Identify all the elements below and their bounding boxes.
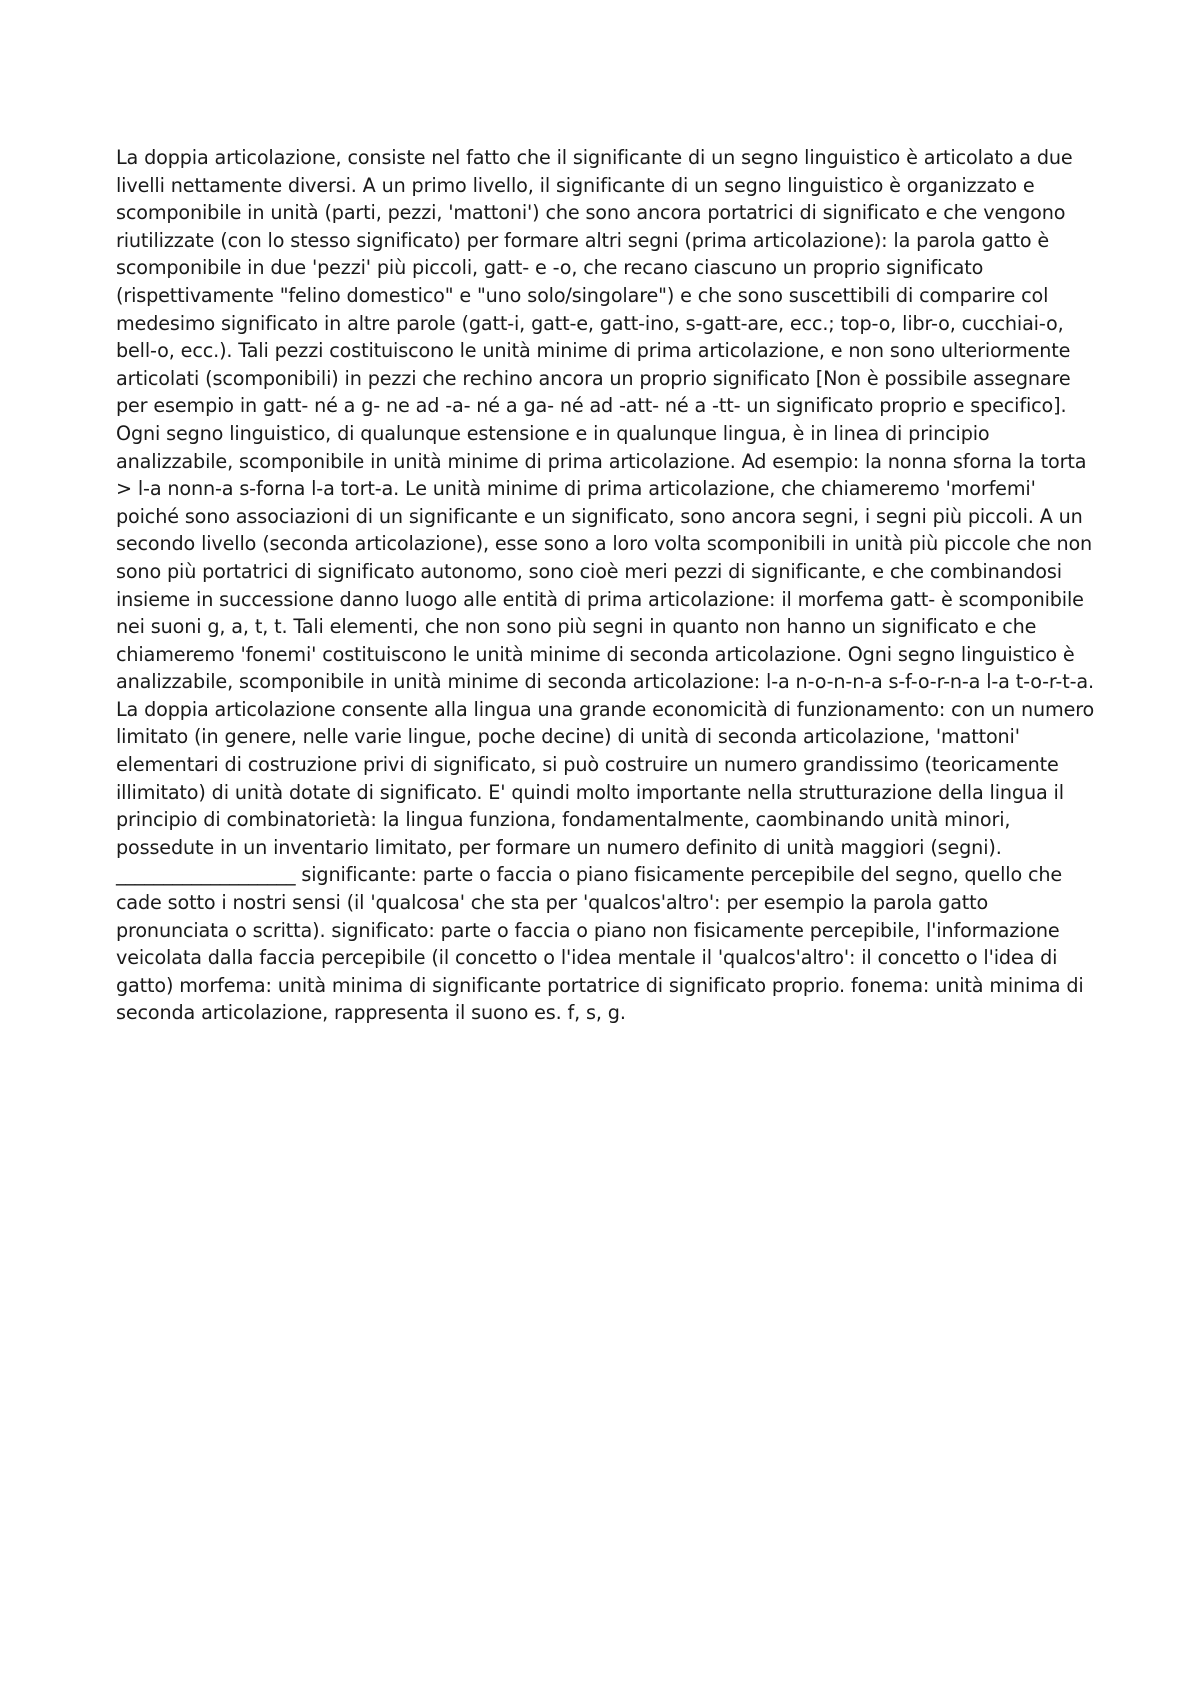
document-body-text: La doppia articolazione, consiste nel fatto che il significante di un segno linguistico è articolato a due livelli nettamente diversi. A un primo livello, il significante di un segno linguistico è organizzato e scomponibile in unità (parti, pezzi, 'mattoni') che sono ancora portatrici di significato e che vengono riutilizzate (con lo stesso significato) per formare altri segni (prima articolazione): la parola gatto è scomponibile in due 'pezzi' più piccoli, gatt- e -o, che recano ciascuno un proprio significato (rispettivamente "felino domestico" e "uno solo/singolare") e che sono suscettibili di comparire col medesimo significato in altre parole (gatt-i, gatt-e, gatt-ino, s-gatt-are, ecc.; top-o, libr-o, cucchiai-o, bell-o, ecc.). Tali pezzi costituiscono le unità minime di prima articolazione, e non sono ulteriormente articolati (scomponibili) in pezzi che rechino ancora un proprio significato [Non è possibile assegnare per esempio in gatt- né a g- ne ad -a- né a ga- né ad -att- né a -tt- un significato proprio e specifico]. Ogni segno linguistico, di qualunque estensione e in qualunque lingua, è in linea di principio analizzabile, scomponibile in unità minime di prima articolazione. Ad esempio: la nonna sforna la torta > l-a nonn-a s-forna l-a tort-a. Le unità minime di prima articolazione, che chiameremo 'morfemi' poiché sono associazioni di un significante e un significato, sono ancora segni, i segni più piccoli. A un secondo livello (seconda articolazione), esse sono a loro volta scomponibili in unità più piccole che non sono più portatrici di significato autonomo, sono cioè meri pezzi di significante, e che combinandosi insieme in successione danno luogo alle entità di prima articolazione: il morfema gatt- è scomponibile nei suoni g, a, t, t. Tali elementi, che non sono più segni in quanto non hanno un significato e che chiameremo 'fonemi' costituiscono le unità minime di seconda articolazione. Ogni segno linguistico è analizzabile, scomponibile in unità minime di seconda articolazione: l-a n-o-n-n-a s-f-o-r-n-a l-a t-o-r-t-a. La doppia articolazione consente alla lingua una grande economicità di funzionamento: con un numero limitato (in genere, nelle varie lingue, poche decine) di unità di seconda articolazione, 'mattoni' elementari di costruzione privi di significato, si può costruire un numero grandissimo (teoricamente illimitato) di unità dotate di significato. E' quindi molto importante nella strutturazione della lingua il principio di combinatorietà: la lingua funziona, fondamentalmente, caombinando unità minori, possedute in un inventario limitato, per formare un numero definito di unità maggiori (segni). ___________________ significante: parte o faccia o piano fisicamente percepibile del segno, quello che cade sotto i nostri sensi (il 'qualcosa' che sta per 'qualcos'altro': per esempio la parola gatto pronunciata o scritta). significato: parte o faccia o piano non fisicamente percepibile, l'informazione veicolata dalla faccia percepibile (il concetto o l'idea mentale il 'qualcos'altro': il concetto o l'idea di gatto) morfema: unità minima di significante portatrice di significato proprio. fonema: unità minima di seconda articolazione, rappresenta il suono es. f, s, g. bbox=[116, 146, 1095, 1025]
